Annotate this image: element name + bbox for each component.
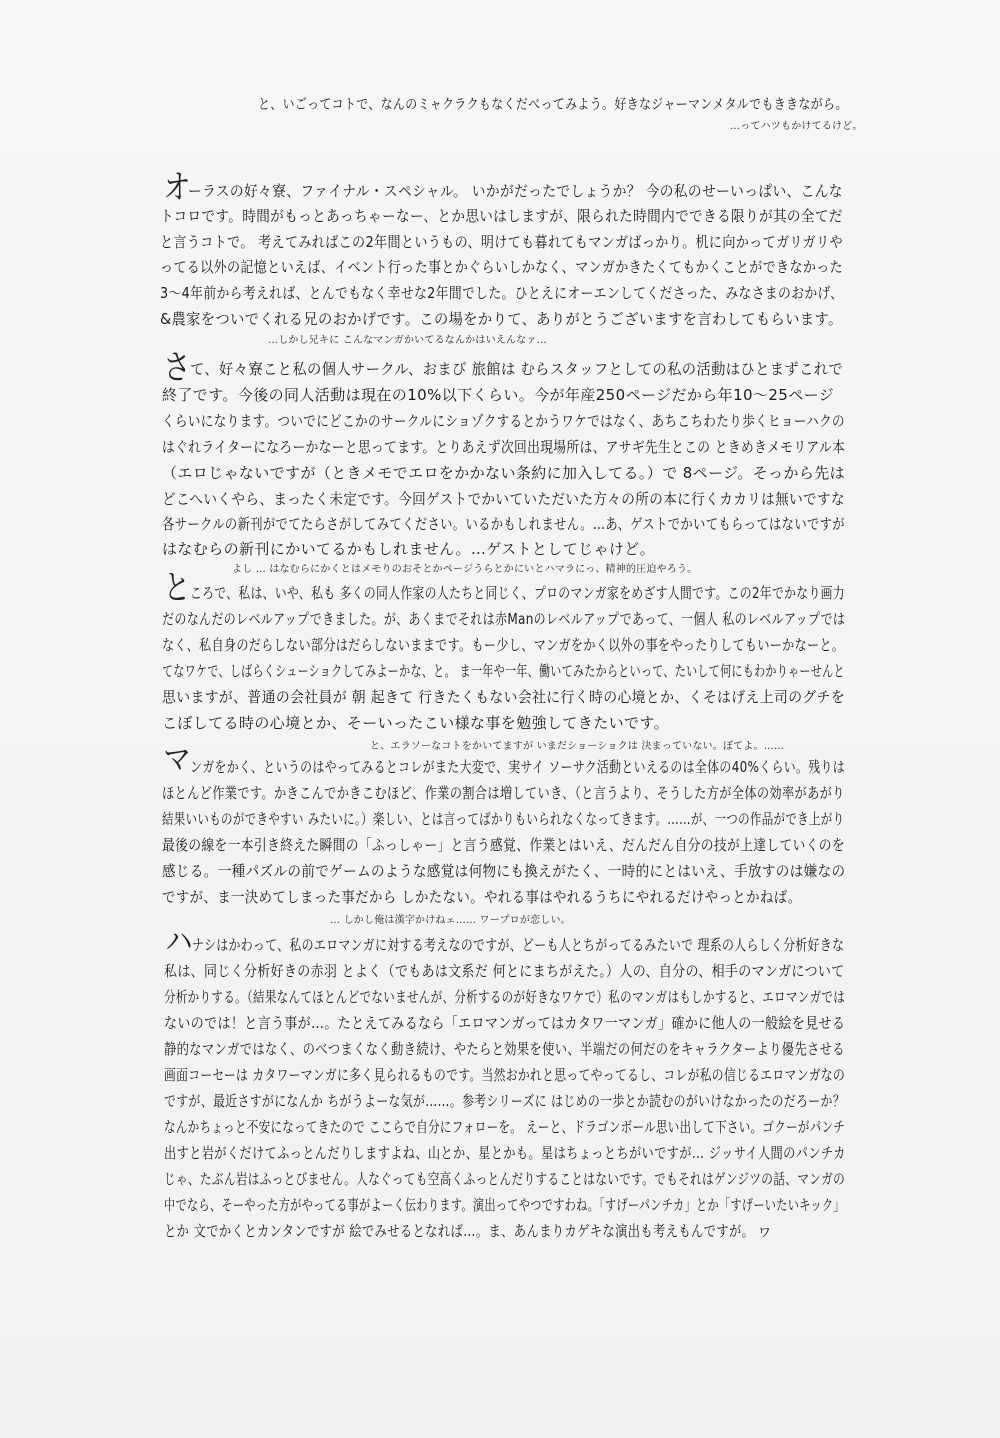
- paragraph-5-line: 中でなら、そーやった方がやってる事がよーく伝わります。演出ってやつですわね。「すげーパンチカ」とか「すげーいたいキック」: [164, 1196, 845, 1214]
- paragraph-2-line: はなむらの新刊にかいてるかもしれません。…ゲストとしてじゃけど。: [162, 540, 656, 558]
- paragraph-5-line: とか 文でかくとカンタンですが 絵でみせるとなれば…。ま、あんまりカゲキな演出も考えもんですが。: [164, 1222, 755, 1240]
- paragraph-5-line: ナシはかわって、私のエロマンガに対する考えなのですが、どーも人とちがってるみたいで 理系の人らしく分析好きな: [192, 936, 845, 954]
- paragraph-3-line: だのなんだのレベルアップできました。が、あくまでそれは赤Manのレベルアップであって、一個人 私のレベルアップでは: [162, 610, 846, 628]
- paragraph-1-line: トコロです。時間がもっとあっちゃーなー、とか思いはしますが、限られた時間内でできる限りが其の全てだ: [160, 207, 843, 225]
- paragraph-5-line: 分析かりする。（結果なんてほとんどでないませんが、分析するのが好きなワケで）私のマンガはもしかすると、エロマンガでは: [164, 988, 846, 1006]
- paragraph-5-line: 画面コーセーは カタワーマンガに多く見られるものです。当然おかれと思ってやってるし、コレが私の信じるエロマンガなの: [164, 1066, 846, 1084]
- paragraph-4-line: ですが、ま一決めてしまった事だから しかたない。やれる事はやれるうちにやれるだけやっとかねば。: [162, 888, 802, 906]
- paragraph-1-note: …しかし兄キに こんなマンガかいてるなんかはいえんなァ…: [268, 335, 547, 346]
- paragraph-5-line: ですが、最近さすがになんか ちがうよーな気が……。参考シリーズに はじめの一歩とか読むのがいけなかったのだろーか？: [164, 1092, 845, 1110]
- paragraph-1-line: &農家をついでくれる兄のおかげです。この場をかりて、ありがとうございますを言わしてもらいます。: [160, 310, 843, 328]
- paragraph-4-line: 最後の線を一本引き終えた瞬間の「ふっしゃー」と言う感覚、作業とはいえ、だんだん自分の技が上達していくのを: [162, 836, 846, 854]
- paragraph-1-initial: オ: [163, 168, 191, 208]
- paragraph-1-line: ってる以外の記憶といえば、イベント行った事とかぐらいしかなく、マンガかきたくてもかくことができなかった: [160, 258, 844, 276]
- paragraph-5-line: 静的なマンガではなく、のべつまくなく動き続け、やたらと効果を使い、半端だの何だのをキャラクターより優先させる: [164, 1040, 845, 1058]
- paragraph-3-line: 思いますが、普通の会社員が 朝 起きて 行きたくもない会社に行く時の心境とか、くそはげえ上司のグチを: [162, 688, 846, 706]
- header-intro-sub: …ってハツもかけてるけど。: [730, 121, 863, 132]
- paragraph-2-line: 終了です。今後の同人活動は現在の10%以下くらい。今が年産250ページだから年10〜25ページ: [162, 386, 835, 404]
- paragraph-3-line: なく、私自身のだらしない部分はだらしないままです。もー少し、マンガをかく以外の事をやったりしてもいーかなーと。: [162, 636, 845, 654]
- paragraph-4-initial: マ: [163, 740, 191, 780]
- paragraph-3-initial: と: [163, 568, 191, 608]
- paragraph-2-note: よし … はなむらにかくとはメモりのおそとかページうらとかにいとハマラにっ、精神的圧迫やろう。: [232, 564, 698, 575]
- paragraph-2-line: 各サークルの新刊がでてたらさがしてみてください。いるかもしれません。…あ、ゲストでかいてもらってはないですが: [162, 515, 845, 533]
- paragraph-4-note: … しかし俺は漢字かけねェ…… ワープロが恋しい。: [330, 915, 571, 926]
- paragraph-2-line: くらいになります。ついでにどこかのサークルにショゾクするとかうワケではなく、あちこちわたり歩くヒョーハクの: [162, 412, 845, 430]
- paragraph-5-line: じゃ、たぶん岩はふっとびません。人なぐっても空高くふっとんだりすることはないです。でもそれはゲンジツの話、マンガの: [164, 1170, 846, 1188]
- paragraph-2-line: どこへいくやら、まったく未定です。今回ゲストでかいていただいた方々の所の本に行くカカリは無いですな: [162, 490, 846, 508]
- paragraph-4-line: 感じる。一種パズルの前でゲームのような感覚は何物にも換えがたく、一時的にとはいえ、手放すのは嫌なの: [162, 862, 846, 880]
- paragraph-1-line: 3〜4年前から考えれば、とんでもなく幸せな2年間でした。ひとえにオーエンしてくださった、みなさまのおかげ、: [160, 284, 844, 302]
- paragraph-3-line: ころで、私は、いや、私も 多くの同人作家の人たちと同じく、プロのマンガ家をめざす人間です。この2年でかなり画力: [190, 584, 845, 602]
- paragraph-5-line: 出すと岩がくだけてふっとんだりしますよね、山とか、星とかも。星はちょっとちがいですが… ジッサイ人間のパンチカ: [164, 1144, 846, 1162]
- paragraph-1-line: と言うコトで。 考えてみればこの2年間というもの、明けても暮れてもマンガばっかり。机に向かってガリガリや: [160, 233, 843, 251]
- paragraph-3-line: こぼしてる時の心境とか、そーいったこい様な事を勉強してきたいです。: [162, 714, 670, 732]
- paragraph-2-line: はぐれライターになろーかなーと思ってます。とりあえず次回出現場所は、アサギ先生とこの ときめきメモリアル本: [162, 438, 846, 456]
- paragraph-5-initial: ハ: [165, 922, 193, 962]
- paragraph-2-line: （エロじゃないですが（ときメモでエロをかかない条約に加入してる。）で 8ページ。そっから先は: [162, 464, 846, 482]
- header-intro: と、いごってコトで、なんのミャクラクもなくだべってみよう。好きなジャーマンメタルでもききながら。: [258, 97, 848, 113]
- paragraph-3-note: と、エラソーなコトをかいてますが いまだショーショクは 決まっていない。ぼてよ。……: [370, 741, 785, 752]
- paragraph-4-line: ンガをかく、というのはやってみるとコレがまた大変で、実サイ ソーサク活動といえるのは全体の40%くらい。残りは: [190, 758, 846, 776]
- paragraph-3-line: てなワケで、しばらくシューショクしてみよーかな、と。 ま一年や一年、働いてみたからといって、たいして何にもわかりゃーせんと: [162, 662, 845, 680]
- paragraph-1-line: ーラスの好々寮、ファイナル・スペシャル。 いかがだったでしょうか？ 今の私のせーいっぱい、こんな: [188, 182, 843, 200]
- paragraph-4-line: 結果いいものができやすい みたいに。）楽しい、とは言ってばかりもいられなくなってきます。……が、一つの作品ができ上がり: [162, 810, 845, 828]
- paragraph-5-line: なんかちょっと不安になってきたので ここらで自分にフォローを。 えーと、ドラゴンボール思い出して下さい。ゴクーがパンチ: [164, 1118, 846, 1136]
- paragraph-5-line: ないのでは！と言う事が…。たとえてみるなら「エロマンガってはカタワ一マンガ」確かに他人の一般絵を見せる: [164, 1014, 846, 1032]
- paragraph-5-line: 私は、同じく分析好きの赤羽 とよく（でもあは文系だ 何とにまちがえた。）人の、自分の、相手のマンガについて: [164, 962, 845, 980]
- paragraph-2-initial: さ: [163, 348, 191, 388]
- signature-mark: ワ: [758, 1226, 772, 1241]
- paragraph-2-line: て、好々寮こと私の個人サークル、おまび 旅館は むらスタッフとしての私の活動はひとまずこれで: [190, 360, 844, 378]
- paragraph-4-line: ほとんど作業です。かきこんでかきこむほど、作業の割合は増していき、（と言うより、そうした方が全体の効率があがり: [162, 784, 845, 802]
